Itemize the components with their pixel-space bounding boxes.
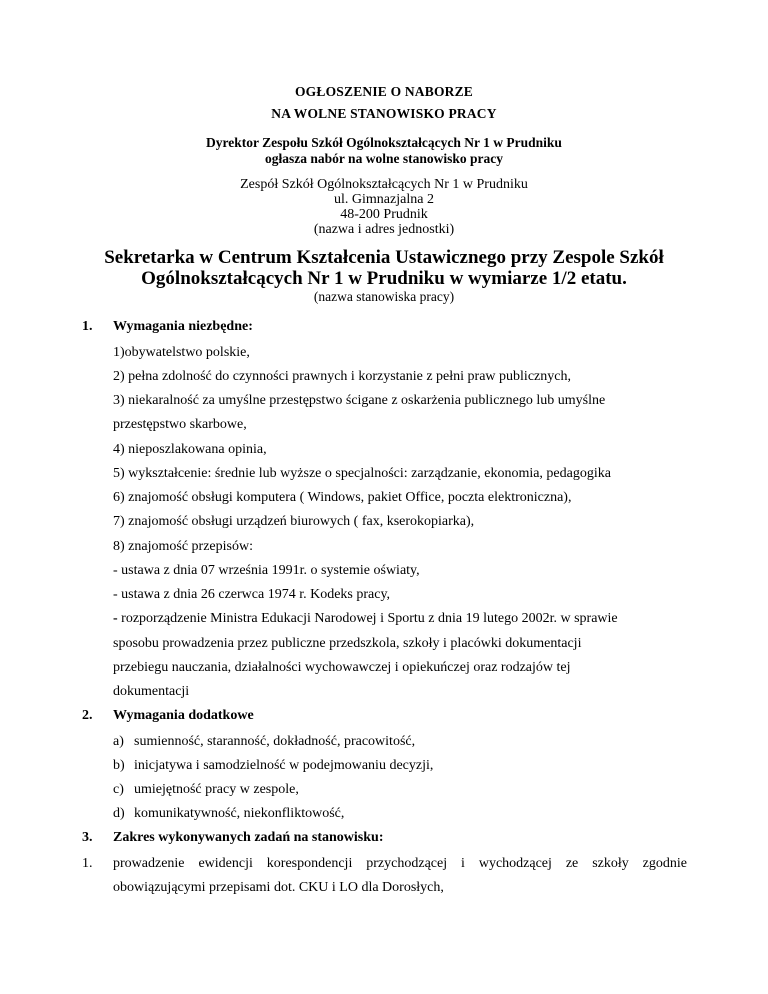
requirement-item: 6) znajomość obsługi komputera ( Windows, pakiet Office, poczta elektroniczna), — [113, 490, 572, 505]
list-item-marker: a) — [113, 734, 124, 749]
regulation-line — [113, 611, 618, 627]
list-item-marker: d) — [113, 806, 125, 821]
unit-name: Zespół Szkół Ogólnokształcących Nr 1 w Prudniku — [240, 177, 528, 192]
requirement-item: 3) niekaralność za umyślne przestępstwo ścigane z oskarżenia publicznego lub umyślne — [113, 393, 606, 408]
section3-heading: Zakres wykonywanych zadań na stanowisku: — [113, 830, 384, 845]
director-line: Dyrektor Zespołu Szkół Ogólnokształcących Nr 1 w Prudniku — [206, 135, 562, 150]
section2-heading: Wymagania dodatkowe — [113, 708, 254, 723]
list-item-marker: c) — [113, 782, 124, 797]
list-item: umiejętność pracy w zespole, — [134, 782, 299, 797]
section3-number: 3. — [82, 830, 93, 845]
list-item: komunikatywność, niekonfliktowość, — [134, 806, 345, 821]
regulation-line: sposobu prowadzenia przez publiczne przedszkola, szkoły i placówki dokumentacji — [113, 636, 582, 651]
regulation-dash: - — [113, 611, 118, 626]
requirement-item: 1)obywatelstwo polskie, — [113, 345, 250, 360]
task-number: 1. — [82, 856, 93, 871]
list-item: inicjatywa i samodzielność w podejmowaniu decyzji, — [134, 758, 434, 773]
position-title-line1: Sekretarka w Centrum Kształcenia Ustawicznego przy Zespole Szkół — [104, 247, 664, 268]
announcement-subtitle: NA WOLNE STANOWISKO PRACY — [271, 106, 497, 121]
regulation-line: przebiegu nauczania, działalności wychowawczej i opiekuńczej oraz rodzajów tej — [113, 660, 571, 675]
regulation-line: dokumentacji — [113, 684, 190, 699]
unit-caption: (nazwa i adres jednostki) — [313, 222, 455, 237]
requirement-item: - ustawa z dnia 26 czerwca 1974 r. Kodeks pracy, — [113, 587, 391, 602]
list-item: sumienność, staranność, dokładność, pracowitość, — [134, 734, 416, 749]
requirement-item: 2) pełna zdolność do czynności prawnych i korzystanie z pełni praw publicznych, — [113, 369, 571, 384]
section1-number: 1. — [82, 319, 93, 334]
unit-city: 48-200 Prudnik — [340, 207, 428, 222]
requirement-item: 5) wykształcenie: średnie lub wyższe o specjalności: zarządzanie, ekonomia, pedagogika — [113, 466, 611, 481]
requirement-item: 8) znajomość przepisów: — [113, 539, 253, 554]
requirement-item: - ustawa z dnia 07 września 1991r. o systemie oświaty, — [113, 563, 420, 578]
position-title-line2: Ogólnokształcących Nr 1 w Prudniku w wymiarze 1/2 etatu. — [141, 268, 627, 289]
announcement-title: OGŁOSZENIE O NABORZE — [294, 84, 474, 99]
requirement-item: przestępstwo skarbowe, — [113, 417, 247, 432]
list-item-marker: b) — [113, 758, 125, 773]
announces-line: ogłasza nabór na wolne stanowisko pracy — [265, 151, 503, 166]
section2-number: 2. — [82, 708, 93, 723]
regulation-text: rozporządzenie Ministra Edukacji Narodowej i Sportu z dnia 19 lutego 2002r. w sprawie — [117, 611, 618, 626]
task-text-line1: prowadzenie ewidencji korespondencji przychodzącej i wychodzącej ze szkoły zgodnie — [113, 856, 687, 871]
requirement-item: 7) znajomość obsługi urządzeń biurowych ( fax, kserokopiarka), — [113, 514, 475, 529]
unit-street: ul. Gimnazjalna 2 — [334, 192, 434, 207]
task-text-line2: obowiązującymi przepisami dot. CKU i LO dla Dorosłych, — [113, 880, 444, 895]
section1-heading: Wymagania niezbędne: — [113, 319, 253, 334]
position-caption: (nazwa stanowiska pracy) — [313, 289, 455, 304]
requirement-item: 4) nieposzlakowana opinia, — [113, 442, 267, 457]
